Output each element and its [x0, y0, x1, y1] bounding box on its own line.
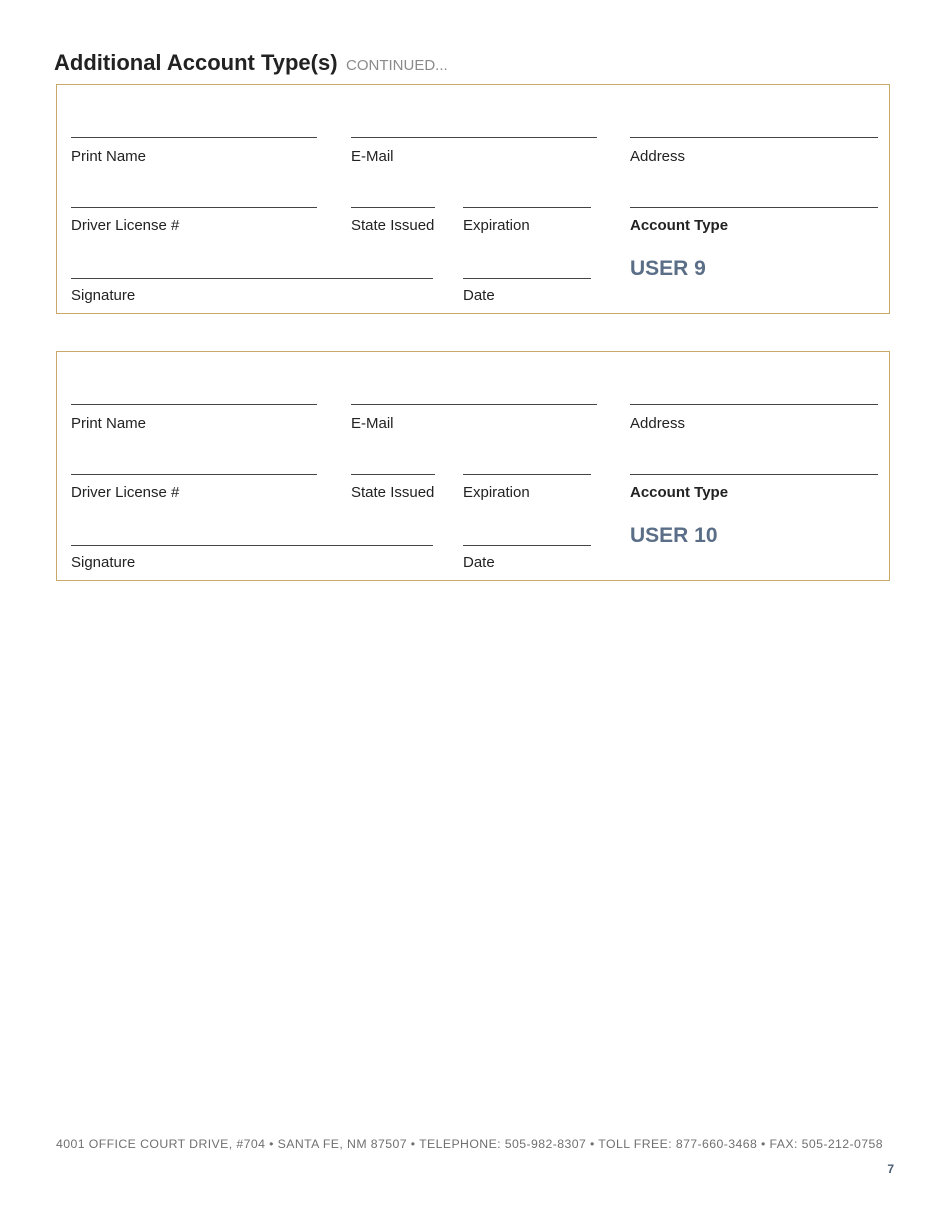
- print-name-line[interactable]: [71, 137, 317, 138]
- section-subtitle: CONTINUED...: [346, 57, 448, 74]
- account-type-label: Account Type: [630, 484, 729, 501]
- footer-address: 4001 OFFICE COURT DRIVE, #704 • SANTA FE, NM 87507 • TELEPHONE: 505-982-8307 • TOLL FREE: 877-660-3468 • FAX: 505-212-0758: [56, 1137, 883, 1151]
- user-label: USER 10: [630, 524, 718, 547]
- email-line[interactable]: [351, 404, 597, 405]
- account-type-line[interactable]: [630, 207, 878, 208]
- date-label: Date: [463, 554, 495, 571]
- email-label: E-Mail: [351, 415, 394, 432]
- account-card-user-10: [56, 351, 890, 581]
- driver-license-label: Driver License #: [71, 484, 180, 501]
- date-label: Date: [463, 287, 495, 304]
- account-card-user-9: [56, 84, 890, 314]
- address-label: Address: [630, 148, 686, 165]
- account-type-label: Account Type: [630, 217, 729, 234]
- signature-line[interactable]: [71, 278, 433, 279]
- driver-license-line[interactable]: [71, 207, 317, 208]
- expiration-line[interactable]: [463, 474, 591, 475]
- driver-license-line[interactable]: [71, 474, 317, 475]
- section-title: Additional Account Type(s): [54, 50, 338, 75]
- signature-label: Signature: [71, 554, 136, 571]
- print-name-label: Print Name: [71, 415, 147, 432]
- page-title: [54, 50, 448, 76]
- account-type-line[interactable]: [630, 474, 878, 475]
- state-issued-label: State Issued: [351, 217, 435, 234]
- signature-label: Signature: [71, 287, 136, 304]
- user-label: USER 9: [630, 257, 706, 280]
- print-name-label: Print Name: [71, 148, 147, 165]
- date-line[interactable]: [463, 545, 591, 546]
- page-number: 7: [887, 1162, 894, 1176]
- state-issued-line[interactable]: [351, 207, 435, 208]
- email-line[interactable]: [351, 137, 597, 138]
- address-line[interactable]: [630, 137, 878, 138]
- email-label: E-Mail: [351, 148, 394, 165]
- expiration-label: Expiration: [463, 484, 530, 501]
- address-label: Address: [630, 415, 686, 432]
- driver-license-label: Driver License #: [71, 217, 180, 234]
- state-issued-label: State Issued: [351, 484, 435, 501]
- expiration-line[interactable]: [463, 207, 591, 208]
- expiration-label: Expiration: [463, 217, 530, 234]
- signature-line[interactable]: [71, 545, 433, 546]
- date-line[interactable]: [463, 278, 591, 279]
- address-line[interactable]: [630, 404, 878, 405]
- print-name-line[interactable]: [71, 404, 317, 405]
- state-issued-line[interactable]: [351, 474, 435, 475]
